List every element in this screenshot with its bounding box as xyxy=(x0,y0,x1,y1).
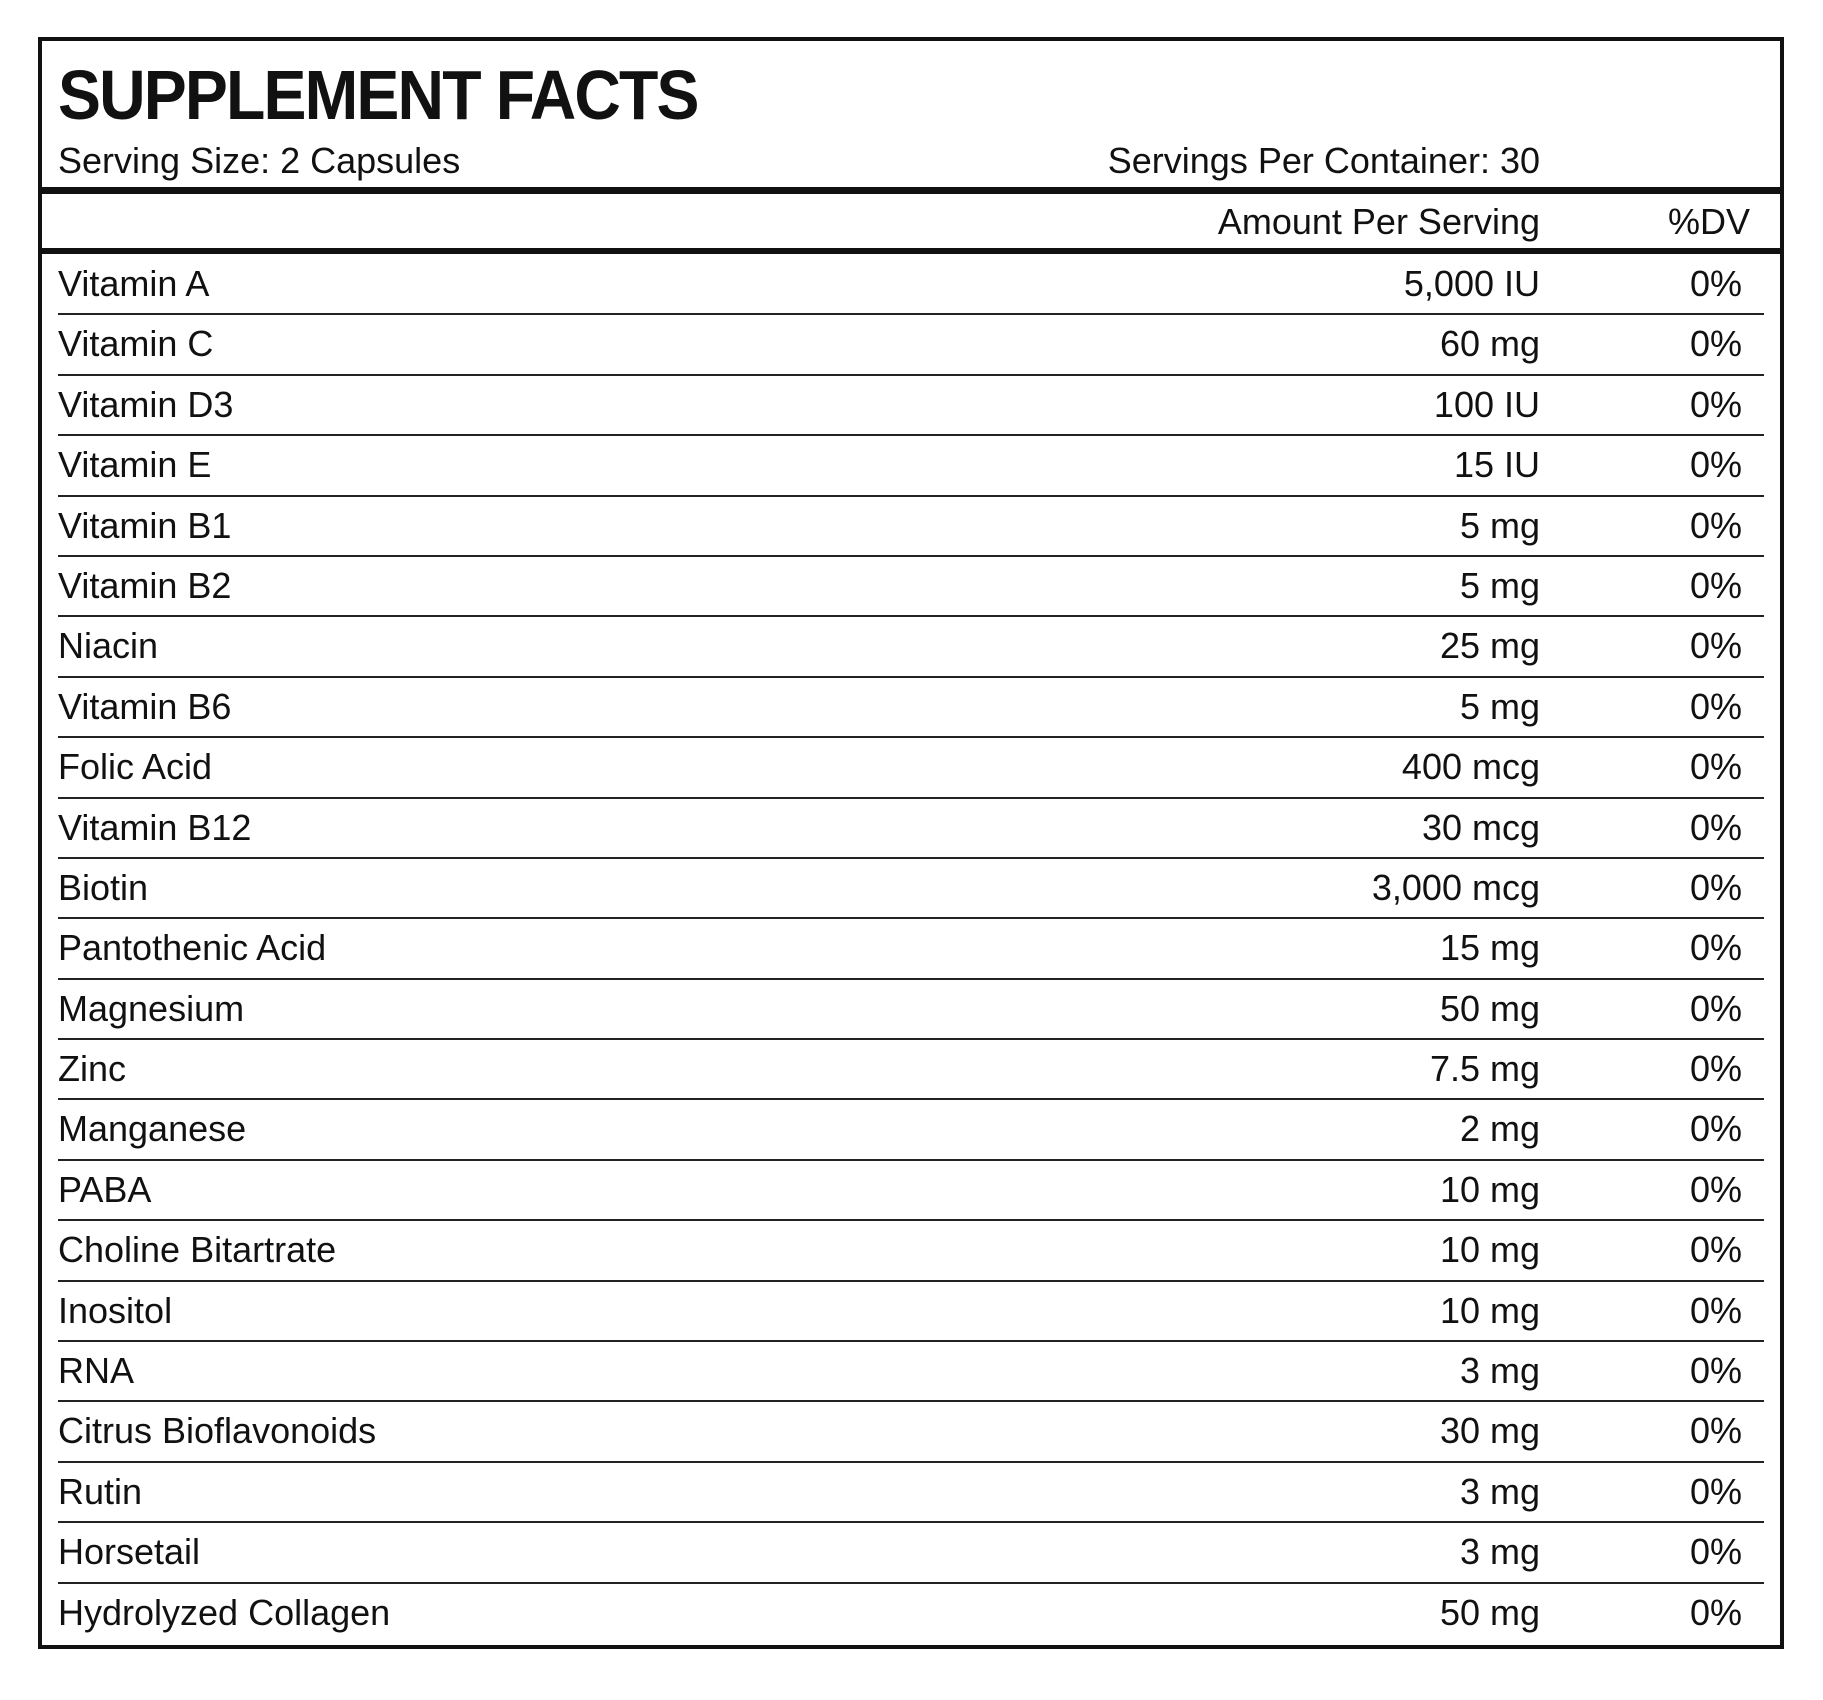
nutrient-amount: 5,000 IU xyxy=(1403,263,1540,304)
nutrient-name: Hydrolyzed Collagen xyxy=(58,1591,391,1633)
nutrient-name: Choline Bitartrate xyxy=(58,1229,337,1271)
nutrient-row xyxy=(58,919,1764,979)
nutrient-dv: 0% xyxy=(1689,866,1742,908)
nutrient-dv: 0% xyxy=(1689,927,1742,969)
nutrient-row xyxy=(58,1402,1764,1462)
nutrient-row xyxy=(58,497,1764,557)
nutrient-dv: 0% xyxy=(1689,564,1742,606)
nutrient-dv: 0% xyxy=(1689,1591,1742,1633)
nutrient-amount: 2 mg xyxy=(1459,1108,1540,1150)
nutrient-dv: 0% xyxy=(1689,1350,1742,1392)
nutrient-amount: 100 IU xyxy=(1433,383,1540,425)
nutrient-name: Vitamin B12 xyxy=(58,806,252,848)
nutrient-amount: 50 mg xyxy=(1439,987,1540,1029)
nutrient-row xyxy=(58,980,1764,1040)
nutrient-name: Niacin xyxy=(58,625,159,667)
nutrient-row xyxy=(58,557,1764,617)
nutrient-dv: 0% xyxy=(1689,1108,1742,1150)
nutrient-dv: 0% xyxy=(1689,987,1742,1029)
nutrient-name: Vitamin D3 xyxy=(58,383,234,425)
nutrient-row xyxy=(58,1221,1764,1281)
nutrient-name: Zinc xyxy=(58,1048,127,1090)
nutrient-name: RNA xyxy=(58,1350,135,1392)
nutrient-dv: 0% xyxy=(1689,1470,1742,1512)
nutrient-row xyxy=(58,436,1764,496)
nutrient-name: PABA xyxy=(58,1168,152,1210)
nutrient-amount: 5 mg xyxy=(1459,564,1540,606)
nutrient-name: Inositol xyxy=(58,1289,173,1331)
nutrient-dv: 0% xyxy=(1689,625,1742,667)
nutrient-amount: 3 mg xyxy=(1459,1470,1540,1512)
nutrient-name: Rutin xyxy=(58,1470,143,1512)
header-divider xyxy=(42,248,1780,254)
nutrient-amount: 15 mg xyxy=(1439,927,1540,969)
nutrient-amount: 60 mg xyxy=(1439,323,1540,365)
nutrient-row xyxy=(58,1463,1764,1523)
nutrient-dv: 0% xyxy=(1689,1410,1742,1452)
nutrient-dv: 0% xyxy=(1689,1289,1742,1331)
nutrient-row xyxy=(58,859,1764,919)
nutrient-row xyxy=(58,1100,1764,1160)
nutrient-dv: 0% xyxy=(1689,263,1742,304)
nutrient-dv: 0% xyxy=(1689,746,1742,788)
nutrient-name: Vitamin B6 xyxy=(58,685,232,727)
nutrient-dv: 0% xyxy=(1689,1531,1742,1573)
nutrient-amount: 400 mcg xyxy=(1401,746,1540,788)
nutrient-amount: 5 mg xyxy=(1459,504,1540,546)
nutrient-row xyxy=(58,738,1764,798)
nutrient-name: Vitamin A xyxy=(58,263,210,304)
nutrient-amount: 30 mg xyxy=(1439,1410,1540,1452)
supplement-facts-panel xyxy=(38,37,1784,1649)
nutrient-dv: 0% xyxy=(1689,806,1742,848)
nutrient-name: Vitamin C xyxy=(58,323,214,365)
nutrient-row xyxy=(58,799,1764,859)
nutrient-row xyxy=(58,315,1764,375)
nutrient-dv: 0% xyxy=(1689,444,1742,486)
dv-column-header: %DV xyxy=(1667,201,1750,242)
nutrient-name: Biotin xyxy=(58,866,149,908)
nutrient-dv: 0% xyxy=(1689,685,1742,727)
nutrient-row xyxy=(58,1282,1764,1342)
nutrient-dv: 0% xyxy=(1689,1168,1742,1210)
nutrient-row xyxy=(58,255,1764,315)
nutrient-name: Manganese xyxy=(58,1108,247,1150)
nutrient-dv: 0% xyxy=(1689,1229,1742,1271)
nutrient-amount: 10 mg xyxy=(1439,1229,1540,1271)
nutrient-amount: 50 mg xyxy=(1439,1591,1540,1633)
nutrient-amount: 3 mg xyxy=(1459,1531,1540,1573)
nutrient-name: Vitamin B1 xyxy=(58,504,232,546)
nutrient-amount: 3,000 mcg xyxy=(1371,866,1540,908)
nutrient-name: Vitamin B2 xyxy=(58,564,232,606)
nutrient-amount: 10 mg xyxy=(1439,1289,1540,1331)
nutrient-row xyxy=(58,678,1764,738)
nutrient-dv: 0% xyxy=(1689,323,1742,365)
column-header-row xyxy=(42,197,1780,247)
nutrient-dv: 0% xyxy=(1689,383,1742,425)
nutrient-row xyxy=(58,1584,1764,1644)
nutrient-name: Vitamin E xyxy=(58,444,212,486)
nutrient-dv: 0% xyxy=(1689,1048,1742,1090)
nutrient-list xyxy=(58,255,1764,1644)
nutrient-name: Magnesium xyxy=(58,987,245,1029)
nutrient-name: Horsetail xyxy=(58,1531,201,1573)
nutrient-row xyxy=(58,1161,1764,1221)
nutrient-row xyxy=(58,376,1764,436)
nutrient-row xyxy=(58,1040,1764,1100)
amount-column-header: Amount Per Serving xyxy=(1217,201,1540,242)
nutrient-amount: 3 mg xyxy=(1459,1350,1540,1392)
panel-title: SUPPLEMENT FACTS xyxy=(58,56,698,134)
thick-divider xyxy=(42,187,1780,194)
nutrient-name: Citrus Bioflavonoids xyxy=(58,1410,377,1452)
nutrient-name: Folic Acid xyxy=(58,746,213,788)
nutrient-row xyxy=(58,1523,1764,1583)
nutrient-amount: 15 IU xyxy=(1453,444,1540,486)
serving-size: Serving Size: 2 Capsules xyxy=(58,140,461,181)
servings-per-container: Servings Per Container: 30 xyxy=(1107,140,1540,181)
nutrient-amount: 25 mg xyxy=(1439,625,1540,667)
nutrient-name: Pantothenic Acid xyxy=(58,927,327,969)
nutrient-amount: 7.5 mg xyxy=(1429,1048,1540,1090)
nutrient-amount: 5 mg xyxy=(1459,685,1540,727)
nutrient-row xyxy=(58,617,1764,677)
nutrient-amount: 10 mg xyxy=(1439,1168,1540,1210)
nutrient-amount: 30 mcg xyxy=(1421,806,1540,848)
nutrient-dv: 0% xyxy=(1689,504,1742,546)
nutrient-row xyxy=(58,1342,1764,1402)
